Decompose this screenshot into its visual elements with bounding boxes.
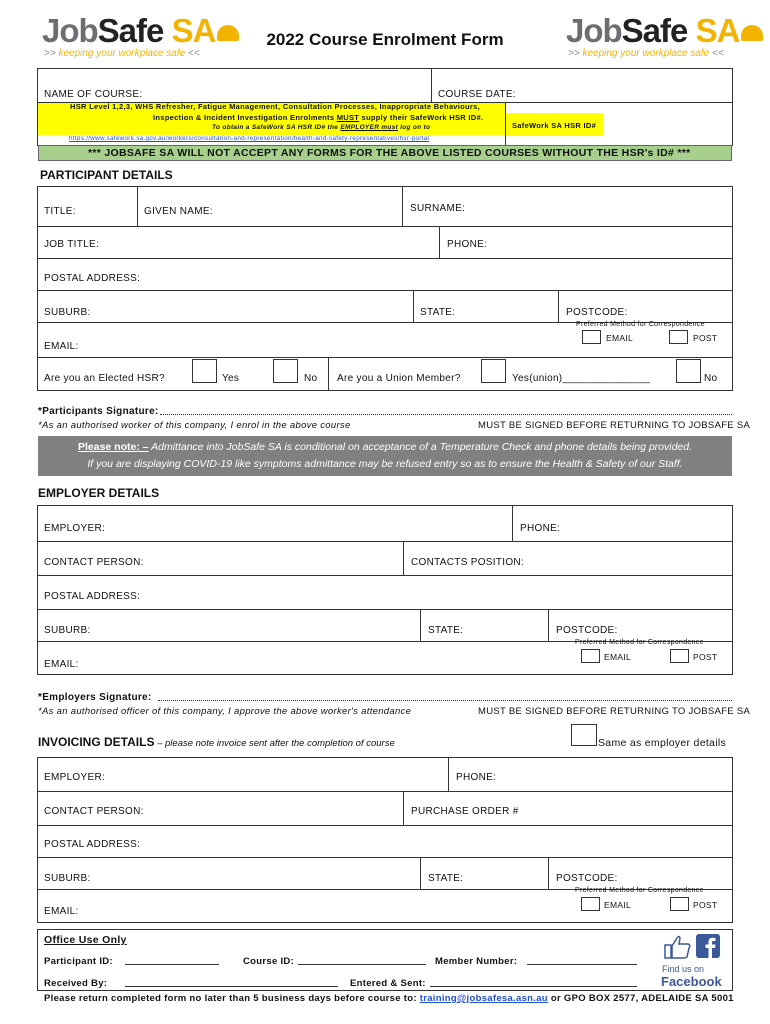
facebook-f-icon bbox=[696, 934, 720, 958]
union-yes-checkbox[interactable] bbox=[481, 359, 506, 383]
employer-section-title: EMPLOYER DETAILS bbox=[38, 486, 160, 500]
participant-box bbox=[37, 186, 733, 391]
given-name-label: GIVEN NAME: bbox=[144, 206, 213, 217]
footer-return-note bbox=[44, 993, 734, 1004]
postal-address-label: POSTAL ADDRESS: bbox=[44, 273, 141, 284]
post-option: POST bbox=[693, 333, 718, 343]
logo-sa: SA bbox=[171, 12, 216, 49]
employer-email-option: EMAIL bbox=[604, 652, 632, 662]
participant-id-line[interactable] bbox=[125, 964, 219, 965]
employer-phone-label: PHONE: bbox=[520, 523, 561, 534]
hsr-notice-line2 bbox=[153, 113, 483, 122]
employer-must-sign: MUST BE SIGNED BEFORE RETURNING TO JOBSAFE SA bbox=[478, 706, 751, 717]
title-label: TITLE: bbox=[44, 206, 76, 217]
union-no-label: No bbox=[704, 373, 718, 384]
course-id-label: Course ID: bbox=[243, 956, 295, 967]
facebook-label: Facebook bbox=[661, 974, 722, 989]
logo-job: Job bbox=[42, 12, 98, 49]
logo-sa: SA bbox=[695, 12, 740, 49]
invoice-post-checkbox[interactable] bbox=[670, 897, 689, 911]
invoice-employer-label: EMPLOYER: bbox=[44, 772, 106, 783]
logo-tag-suffix: << bbox=[188, 48, 200, 59]
pref-method-label: Preferred Method for Correspondence bbox=[576, 321, 705, 328]
received-by-line[interactable] bbox=[125, 986, 338, 987]
footer-text-a: Please return completed form no later than 5 business days before course to: bbox=[44, 993, 420, 1004]
participant-id-label: Participant ID: bbox=[44, 956, 113, 967]
logo-job: Job bbox=[566, 12, 622, 49]
hardhat-icon bbox=[741, 25, 763, 41]
participant-must-sign: MUST BE SIGNED BEFORE RETURNING TO JOBSAFE SA bbox=[478, 420, 751, 431]
state-label: STATE: bbox=[420, 307, 456, 318]
hsr-warning: *** JOBSAFE SA WILL NOT ACCEPT ANY FORMS FOR THE ABOVE LISTED COURSES WITHOUT THE HSR's ID# *** bbox=[88, 147, 691, 159]
invoicing-note: – please note invoice sent after the completion of course bbox=[154, 738, 395, 749]
page-title: 2022 Course Enrolment Form bbox=[266, 30, 504, 49]
hsr-employer: EMPLOYER must bbox=[340, 124, 399, 131]
note-line2: If you are displaying COVID-19 like symptoms admittance may be refused entry so as to ensure the Health & Safety of our Staff. bbox=[87, 458, 683, 470]
postcode-label: POSTCODE: bbox=[566, 307, 628, 318]
hsr-portal-link[interactable]: https://www.safework.sa.gov.au/workers/consultation-and-representation/health-and-safety-representatives/hsr-portal bbox=[69, 135, 430, 142]
footer-email-link[interactable]: training@jobsafesa.asn.au bbox=[419, 993, 548, 1004]
purchase-order-label: PURCHASE ORDER # bbox=[411, 806, 519, 817]
invoice-postcode-label: POSTCODE: bbox=[556, 873, 618, 884]
logo-safe: Safe bbox=[621, 12, 688, 49]
employer-email-checkbox[interactable] bbox=[581, 649, 600, 663]
jobsafe-logo-right bbox=[566, 12, 740, 64]
hsr-no-label: No bbox=[304, 373, 318, 384]
office-use-title: Office Use Only bbox=[44, 934, 127, 946]
participant-signature-line[interactable] bbox=[160, 414, 732, 415]
post-checkbox[interactable] bbox=[669, 330, 688, 344]
logo-tag-prefix: >> bbox=[44, 48, 56, 59]
invoicing-title: INVOICING DETAILS bbox=[38, 735, 155, 749]
invoice-email-option: EMAIL bbox=[604, 900, 632, 910]
invoice-suburb-label: SUBURB: bbox=[44, 873, 91, 884]
hsr-no-checkbox[interactable] bbox=[273, 359, 298, 383]
logo-tagline: keeping your workplace safe bbox=[582, 48, 710, 59]
invoice-state-label: STATE: bbox=[428, 873, 464, 884]
same-as-employer-label: Same as employer details bbox=[598, 737, 727, 749]
employer-box bbox=[37, 505, 733, 675]
footer-text-b: or GPO BOX 2577, ADELAIDE SA 5001 bbox=[547, 993, 734, 1004]
invoice-contact-label: CONTACT PERSON: bbox=[44, 806, 144, 817]
employer-contact-position-label: CONTACTS POSITION: bbox=[411, 557, 524, 568]
received-by-label: Received By: bbox=[44, 978, 108, 989]
same-as-employer-checkbox[interactable] bbox=[571, 724, 597, 746]
hsr-must: MUST bbox=[336, 113, 360, 122]
surname-label: SURNAME: bbox=[410, 203, 466, 214]
employer-email-label: EMAIL: bbox=[44, 659, 79, 670]
course-id-line[interactable] bbox=[298, 964, 426, 965]
employer-state-label: STATE: bbox=[428, 625, 464, 636]
employer-post-option: POST bbox=[693, 652, 718, 662]
employer-pref-label: Preferred Method for Correspondence bbox=[575, 639, 704, 646]
hsr-notice-line3 bbox=[212, 124, 430, 131]
invoice-email-label: EMAIL: bbox=[44, 906, 79, 917]
invoice-email-checkbox[interactable] bbox=[581, 897, 600, 911]
hsr-line3b: log on to bbox=[398, 124, 431, 131]
participant-section-title: PARTICIPANT DETAILS bbox=[40, 168, 173, 182]
participant-signature-label: *Participants Signature: bbox=[38, 406, 159, 417]
employer-signature-line[interactable] bbox=[158, 700, 732, 701]
invoice-pref-label: Preferred Method for Correspondence bbox=[575, 887, 704, 894]
course-name-label: NAME OF COURSE: bbox=[44, 89, 143, 100]
union-yes-label: Yes(union)_______________ bbox=[512, 373, 651, 384]
entered-sent-label: Entered & Sent: bbox=[350, 978, 426, 989]
logo-tag-prefix: >> bbox=[568, 48, 580, 59]
invoice-phone-label: PHONE: bbox=[456, 772, 497, 783]
job-title-label: JOB TITLE: bbox=[44, 239, 100, 250]
hsr-yes-checkbox[interactable] bbox=[192, 359, 217, 383]
employer-signature-note: *As an authorised officer of this company, I approve the above worker's attendance bbox=[38, 706, 412, 717]
employer-postcode-label: POSTCODE: bbox=[556, 625, 618, 636]
hsr-line3a: To obtain a SafeWork SA HSR ID# the bbox=[212, 124, 341, 131]
entered-sent-line[interactable] bbox=[430, 986, 637, 987]
union-no-checkbox[interactable] bbox=[676, 359, 701, 383]
logo-safe: Safe bbox=[97, 12, 164, 49]
logo-tag-suffix: << bbox=[712, 48, 724, 59]
invoice-post-option: POST bbox=[693, 900, 718, 910]
member-number-line[interactable] bbox=[527, 964, 637, 965]
facebook-badge[interactable] bbox=[660, 932, 730, 990]
note-heading: Please note: – bbox=[77, 441, 149, 453]
hsr-notice-line1: HSR Level 1,2,3, WHS Refresher, Fatigue Management, Consultation Processes, Inappropriate Behaviours, bbox=[70, 102, 480, 111]
employer-post-checkbox[interactable] bbox=[670, 649, 689, 663]
participant-signature-note: *As an authorised worker of this company, I enrol in the above course bbox=[38, 420, 351, 431]
covid-note bbox=[38, 436, 732, 476]
note-line1: Admittance into JobSafe SA is conditional on acceptance of a Temperature Check and phone details being provided. bbox=[148, 441, 693, 453]
find-us-label: Find us on bbox=[662, 964, 705, 974]
member-number-label: Member Number: bbox=[435, 956, 518, 967]
union-question: Are you a Union Member? bbox=[337, 373, 461, 384]
invoicing-box bbox=[37, 757, 733, 923]
employer-signature-label: *Employers Signature: bbox=[38, 692, 152, 703]
email-option: EMAIL bbox=[606, 333, 634, 343]
invoicing-section-title bbox=[38, 735, 395, 749]
thumbs-up-icon bbox=[664, 934, 692, 960]
email-checkbox[interactable] bbox=[582, 330, 601, 344]
hsr-id-label: SafeWork SA HSR ID# bbox=[512, 121, 597, 130]
course-date-label: COURSE DATE: bbox=[438, 89, 516, 100]
hsr-line2a: Inspection & Incident Investigation Enrolments bbox=[153, 113, 337, 122]
suburb-label: SUBURB: bbox=[44, 307, 91, 318]
employer-contact-label: CONTACT PERSON: bbox=[44, 557, 144, 568]
logo-tagline: keeping your workplace safe bbox=[58, 48, 186, 59]
phone-label: PHONE: bbox=[447, 239, 488, 250]
hsr-line2b: supply their SafeWork HSR ID#. bbox=[359, 113, 484, 122]
hsr-question: Are you an Elected HSR? bbox=[44, 373, 165, 384]
invoice-postal-label: POSTAL ADDRESS: bbox=[44, 839, 141, 850]
employer-suburb-label: SUBURB: bbox=[44, 625, 91, 636]
employer-postal-label: POSTAL ADDRESS: bbox=[44, 591, 141, 602]
email-label: EMAIL: bbox=[44, 341, 79, 352]
employer-label: EMPLOYER: bbox=[44, 523, 106, 534]
hsr-yes-label: Yes bbox=[222, 373, 240, 384]
